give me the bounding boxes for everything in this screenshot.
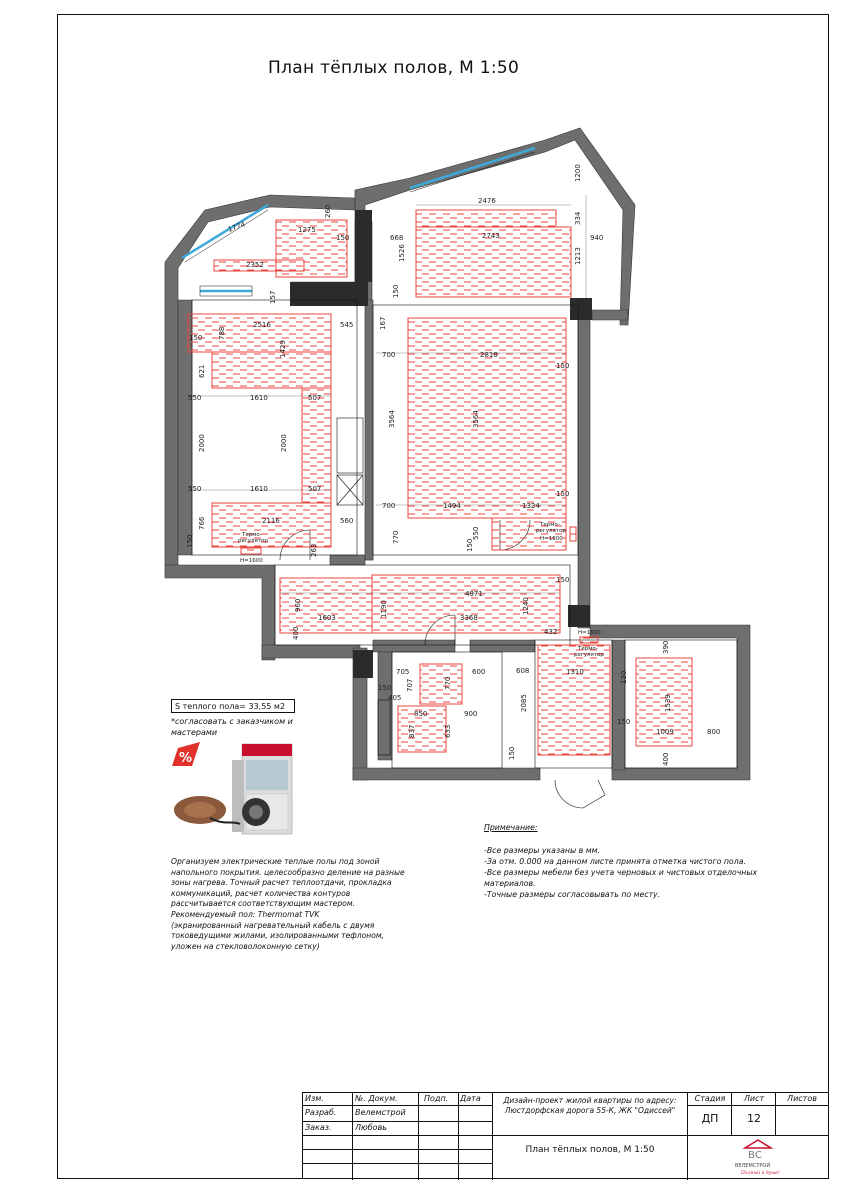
dim-label: 705 bbox=[396, 668, 410, 676]
dim-label: 150 bbox=[392, 284, 400, 298]
dim-label: 2000 bbox=[280, 434, 288, 452]
svg-text:ВС: ВС bbox=[748, 1150, 762, 1161]
dim-label: 157 bbox=[269, 290, 277, 304]
developer-label: Разраб. bbox=[305, 1108, 337, 1117]
dim-label: 707 bbox=[406, 678, 414, 692]
thermostat-marker bbox=[241, 548, 261, 554]
dim-label: 550 bbox=[472, 526, 480, 540]
description-text: Организуем электрические теплые полы под зоной напольного покрытия. целесообразно деление на разные зоны нагрева. Точный расчет теплоотдачи, прокладка коммуникаций, расчет количества контуров рассчитывается соответствующим мастером. bbox=[171, 857, 405, 909]
dim-label: 2516 bbox=[253, 321, 271, 329]
dim-label: 3368 bbox=[460, 614, 478, 622]
dim-label: 1310 bbox=[566, 668, 584, 676]
heating-zone bbox=[420, 664, 462, 704]
dim-label: 1190 bbox=[380, 600, 388, 618]
thermostat-label: Термо- bbox=[540, 522, 560, 528]
heating-zone bbox=[212, 503, 331, 547]
dim-label: 260 bbox=[324, 204, 332, 218]
dim-label: 150 bbox=[336, 234, 350, 242]
stage-value: ДП bbox=[701, 1112, 719, 1125]
percent-badge: % bbox=[179, 751, 193, 766]
dim-label: 150 bbox=[556, 576, 570, 584]
dim-label: 432 bbox=[544, 628, 558, 636]
developer-value: Велемстрой bbox=[355, 1108, 406, 1117]
dim-label: 788 bbox=[218, 326, 226, 340]
thermostat-marker bbox=[580, 637, 598, 643]
dim-label: 1429 bbox=[279, 340, 287, 358]
svg-text:Полный к душе!: Полный к душе! bbox=[741, 1171, 780, 1176]
notes-title: Примечание: bbox=[484, 823, 538, 832]
dim-label: 400 bbox=[662, 752, 670, 766]
note-item: -Все размеры указаны в мм. bbox=[484, 846, 600, 855]
dim-label: 1200 bbox=[574, 164, 582, 182]
note-item: -Точные размеры согласовывать по месту. bbox=[484, 890, 661, 899]
dim-label: 1526 bbox=[398, 244, 406, 262]
dim-label: 2116 bbox=[262, 517, 280, 525]
header-sign: Подп. bbox=[424, 1094, 449, 1103]
dim-label: 130 bbox=[620, 670, 628, 684]
dim-label: 1009 bbox=[656, 728, 674, 736]
dim-label: 3564 bbox=[388, 410, 396, 428]
dim-label: 770 bbox=[444, 676, 452, 690]
dim-label: 600 bbox=[472, 668, 486, 676]
thermostat-height: Н=1600 bbox=[540, 536, 563, 542]
dim-label: 940 bbox=[590, 234, 604, 242]
dim-label: 150 bbox=[508, 746, 516, 760]
area-note: *согласовать с заказчиком и мастерами bbox=[171, 717, 293, 737]
notes bbox=[484, 822, 804, 900]
dim-label: 1275 bbox=[298, 226, 316, 234]
dim-label: 507 bbox=[308, 485, 322, 493]
dim-label: 1240 bbox=[522, 597, 530, 615]
dim-label: 150 bbox=[189, 334, 203, 342]
thermostat-height: Н=1600 bbox=[578, 630, 601, 636]
heated-area-value: S теплого пола= 33,55 м2 bbox=[171, 699, 295, 713]
dim-label: 1774 bbox=[226, 220, 247, 234]
dim-label: 390 bbox=[662, 640, 670, 654]
dim-label: 608 bbox=[516, 667, 530, 675]
dim-label: 2818 bbox=[480, 351, 498, 359]
heating-zone bbox=[212, 352, 331, 388]
heating-zone bbox=[408, 318, 566, 518]
page-title: План тёплых полов, М 1:50 bbox=[268, 58, 520, 78]
dim-label: 621 bbox=[198, 364, 206, 378]
dim-label: 1610 bbox=[250, 394, 268, 402]
dim-label: 507 bbox=[308, 394, 322, 402]
note-item: -За отм. 0.000 на данном листе принята отметка чистого пола. bbox=[484, 857, 746, 866]
customer-value: Любовь bbox=[355, 1123, 388, 1132]
dim-label: 850 bbox=[414, 710, 428, 718]
dim-label: 766 bbox=[198, 516, 206, 530]
title-block bbox=[302, 1092, 828, 1179]
dim-label: 1213 bbox=[574, 247, 582, 265]
dim-label: 1610 bbox=[250, 485, 268, 493]
dim-label: 2085 bbox=[520, 694, 528, 712]
recommended-floor: Рекомендуемый пол: Thermomat TVK bbox=[171, 909, 320, 919]
header-izm: Изм. bbox=[305, 1094, 324, 1103]
thermostat-label: регулятор bbox=[574, 652, 604, 658]
dim-label: 1494 bbox=[443, 502, 461, 510]
dim-label: 263 bbox=[310, 543, 318, 557]
thermostat-marker bbox=[570, 527, 576, 541]
dim-label: 550 bbox=[188, 394, 202, 402]
heating-zone bbox=[188, 314, 331, 352]
dim-label: 700 bbox=[382, 351, 396, 359]
dim-label: 900 bbox=[464, 710, 478, 718]
header-doc: №. Докум. bbox=[355, 1094, 398, 1103]
thermostat-label: регулятор bbox=[238, 538, 268, 544]
header-sheet: Лист bbox=[743, 1094, 765, 1103]
dim-label: 150 bbox=[556, 362, 570, 370]
note-item: -Все размеры мебели без учета черновых и чистовых отделочных материалов. bbox=[484, 868, 758, 888]
dim-label: 668 bbox=[390, 234, 404, 242]
description-detail: (экранированный нагревательный кабель с двумя токоведущими жилами, изолированными тефлоном, уложен на стекловолоконную сетку) bbox=[171, 920, 384, 951]
dim-label: 2352 bbox=[246, 261, 264, 269]
dim-label: 150 bbox=[556, 490, 570, 498]
heating-zone bbox=[372, 575, 560, 633]
company-logo bbox=[723, 1138, 793, 1178]
svg-text:ВЕЛЕМСТРОЙ: ВЕЛЕМСТРОЙ bbox=[735, 1163, 771, 1169]
dim-label: 150 bbox=[617, 718, 631, 726]
dim-label: 700 bbox=[382, 502, 396, 510]
dim-label: 800 bbox=[707, 728, 721, 736]
dim-label: 1324 bbox=[522, 502, 540, 510]
heating-zone bbox=[538, 645, 610, 755]
dim-label: 167 bbox=[379, 316, 387, 330]
dim-label: 960 bbox=[294, 598, 302, 612]
dim-label: 334 bbox=[574, 211, 582, 225]
dim-label: 2743 bbox=[482, 232, 500, 240]
dim-label: 2476 bbox=[478, 197, 496, 205]
description bbox=[171, 857, 416, 952]
dim-label: 545 bbox=[340, 321, 354, 329]
dim-label: 150 bbox=[186, 534, 194, 548]
project-title: Дизайн-проект жилой квартиры по адресу: Люстдорфская дорога 55-К, ЖК "Одиссей" bbox=[503, 1096, 677, 1115]
dim-label: 4971 bbox=[465, 590, 483, 598]
dim-label: 633 bbox=[444, 724, 452, 738]
thermostat-label: регулятор bbox=[536, 528, 566, 534]
dim-label: 1539 bbox=[664, 694, 672, 712]
customer-label: Заказ. bbox=[305, 1123, 332, 1132]
thermostat-height: Н=1600 bbox=[240, 558, 263, 564]
header-stage: Стадия bbox=[694, 1094, 726, 1103]
thermostat-label: Термо- bbox=[578, 646, 598, 652]
dim-label: 150 bbox=[378, 684, 392, 692]
thermostat-label: Термо- bbox=[242, 532, 262, 538]
dim-label: 550 bbox=[188, 485, 202, 493]
dim-label: 837 bbox=[408, 724, 416, 738]
dim-label: 400 bbox=[292, 626, 300, 640]
heating-zone bbox=[416, 210, 556, 227]
dim-label: 3564 bbox=[472, 410, 480, 428]
dim-label: 405 bbox=[388, 694, 402, 702]
sheet-number: 12 bbox=[747, 1112, 761, 1125]
sheet-title: План тёплых полов, М 1:50 bbox=[525, 1145, 655, 1155]
dim-label: 2000 bbox=[198, 434, 206, 452]
header-sheets: Листов bbox=[787, 1094, 817, 1103]
dim-label: 150 bbox=[466, 538, 474, 552]
dim-label: 1603 bbox=[318, 614, 336, 622]
product-image bbox=[170, 740, 310, 840]
dim-label: 770 bbox=[392, 530, 400, 544]
dim-label: 560 bbox=[340, 517, 354, 525]
header-date: Дата bbox=[460, 1094, 481, 1103]
